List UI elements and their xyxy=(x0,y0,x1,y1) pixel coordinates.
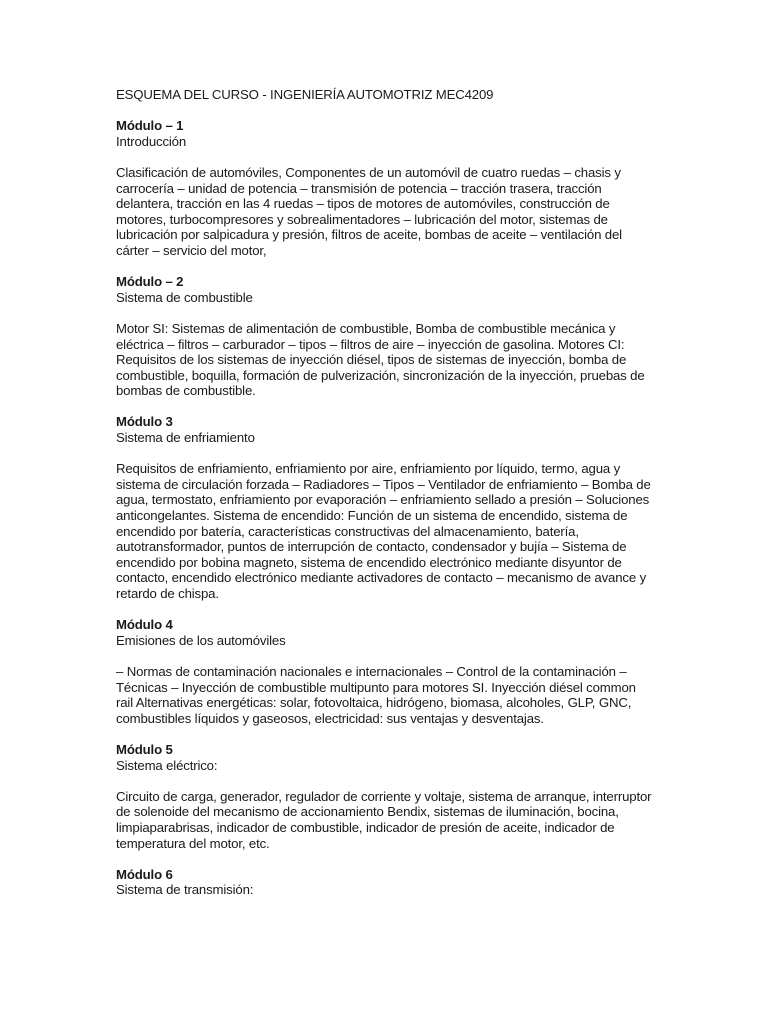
module-subtitle: Sistema eléctrico: xyxy=(116,757,218,773)
module-body: Requisitos de enfriamiento, enfriamiento por aire, enfriamiento por líquido, termo, agua y sistema de circulación forzada – Radiadores – Tipos – Ventilador de enfriamiento – Bomba de agua, termostato, enfriamiento por evaporación – enfriamiento sellado a presión – Soluciones anticongelantes. Sistema de encendido: Función de un sistema de encendido, sistema de encendido por batería, características constructivas del almacenamiento, batería, autotransformador, puntos de interrupción de contacto, condensador y bujía – Sistema de encendido por bobina magneto, sistema de encendido electrónico mediante disyuntor de contacto, encendido electrónico mediante activadores de contacto – mecanismo de avance y retardo de chispa. xyxy=(116,461,651,601)
module-subtitle: Sistema de transmisión: xyxy=(116,882,254,898)
document-title: ESQUEMA DEL CURSO - INGENIERÍA AUTOMOTRIZ MEC4209 xyxy=(116,87,494,102)
module-5 xyxy=(116,742,656,851)
module-6 xyxy=(116,867,656,898)
module-subtitle: Sistema de enfriamiento xyxy=(116,430,255,446)
module-4 xyxy=(116,617,656,726)
module-body: Clasificación de automóviles, Componentes de un automóvil de cuatro ruedas – chasis y carrocería – unidad de potencia – transmisión de potencia – tracción trasera, tracción delantera, tracción en las 4 ruedas – tipos de motores de automóviles, construcción de motores, turbocompresores y sobrealimentadores – lubricación del motor, sistemas de lubricación por salpicadura y presión, filtros de aceite, bombas de aceite – ventilación del cárter – servicio del motor, xyxy=(116,164,622,258)
document-page xyxy=(116,87,656,913)
module-heading: Módulo – 1 xyxy=(116,118,184,134)
module-subtitle: Emisiones de los automóviles xyxy=(116,632,286,648)
module-heading: Módulo – 2 xyxy=(116,274,184,290)
module-body: – Normas de contaminación nacionales e internacionales – Control de la contaminación – Técnicas – Inyección de combustible multipunto para motores SI. Inyección diésel common rail Alternativas energéticas: solar, fotovoltaica, hidrógeno, biomasa, alcoholes, GLP, GNC, combustibles líquidos y gaseosos, electricidad: sus ventajas y desventajas. xyxy=(116,663,636,726)
module-subtitle: Sistema de combustible xyxy=(116,289,253,305)
module-body: Motor SI: Sistemas de alimentación de combustible, Bomba de combustible mecánica y eléctrica – filtros – carburador – tipos – filtros de aire – inyección de gasolina. Motores CI: Requisitos de los sistemas de inyección diésel, tipos de sistemas de inyección, bomba de combustible, boquilla, formación de pulverización, sincronización de la inyección, pruebas de bombas de combustible. xyxy=(116,320,645,399)
module-heading: Módulo 3 xyxy=(116,414,173,430)
module-2 xyxy=(116,274,656,399)
module-body: Circuito de carga, generador, regulador de corriente y voltaje, sistema de arranque, interruptor de solenoide del mecanismo de accionamiento Bendix, sistemas de iluminación, bocina, limpiaparabrisas, indicador de combustible, indicador de presión de aceite, indicador de temperatura del motor, etc. xyxy=(116,788,652,851)
module-heading: Módulo 4 xyxy=(116,617,173,633)
module-heading: Módulo 5 xyxy=(116,741,173,757)
module-subtitle: Introducción xyxy=(116,133,187,149)
module-1 xyxy=(116,118,656,258)
module-heading: Módulo 6 xyxy=(116,866,173,882)
module-3 xyxy=(116,414,656,601)
